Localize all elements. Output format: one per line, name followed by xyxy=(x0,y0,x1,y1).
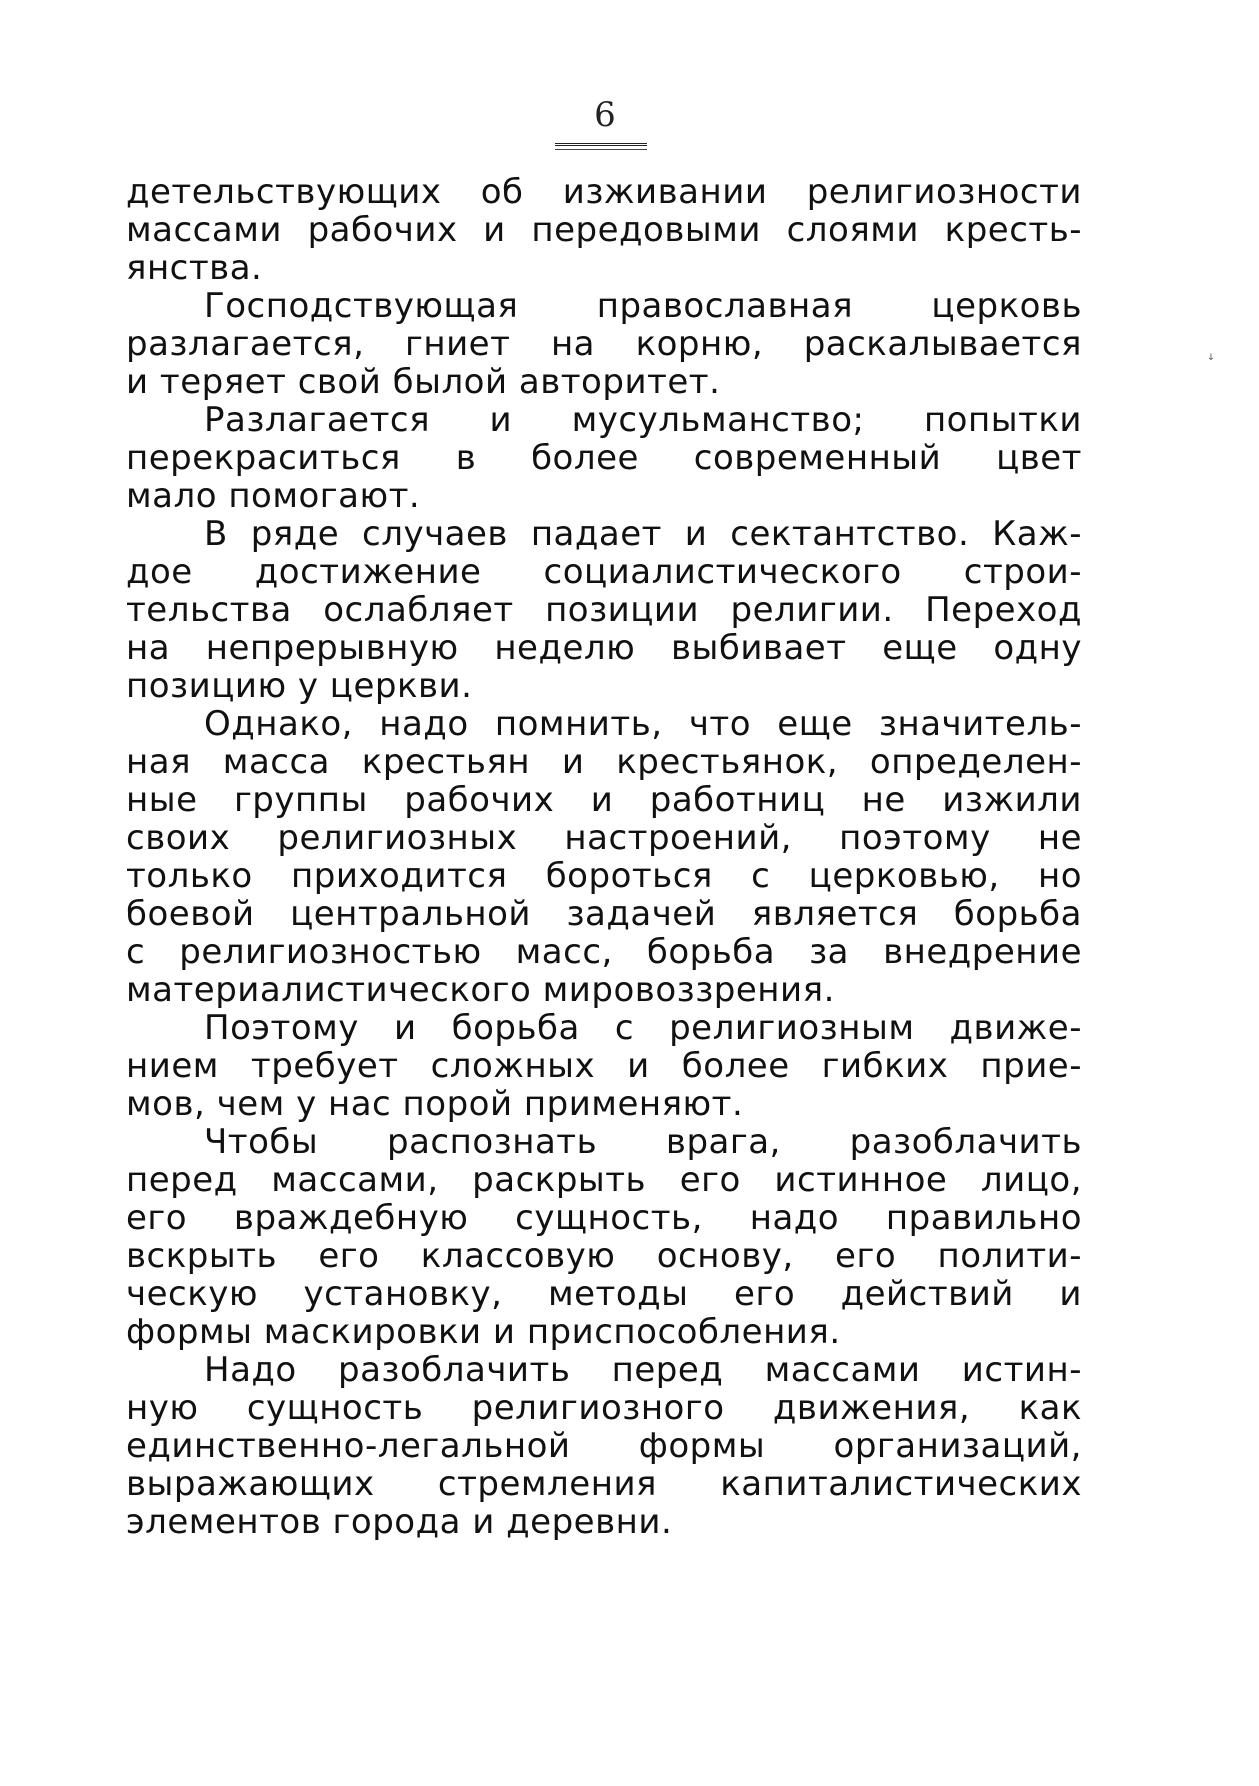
text-line: формы маскировки и приспособления. xyxy=(126,1312,841,1352)
text-line: его враждебную сущность, надо правильно xyxy=(126,1198,1082,1238)
text-line: вскрыть его классовую основу, его полити- xyxy=(126,1236,1082,1276)
paragraph-start: Разлагается и мусульманство; попытки xyxy=(204,400,1082,440)
text-line: янства. xyxy=(126,248,263,288)
text-line: ная масса крестьян и крестьянок, определен- xyxy=(126,742,1082,782)
text-line: массами рабочих и передовыми слоями кресть- xyxy=(126,210,1082,250)
text-line: нием требует сложных и более гибких прие- xyxy=(126,1046,1082,1086)
text-line: с религиозностью масс, борьба за внедрение xyxy=(126,932,1082,972)
text-line: своих религиозных настроений, поэтому не xyxy=(126,818,1082,858)
header-rule-thin xyxy=(555,149,647,150)
paragraph-start: Надо разоблачить перед массами истин- xyxy=(204,1350,1082,1390)
paragraph-start: Однако, надо помнить, что еще значитель- xyxy=(204,704,1082,744)
text-line: мало помогают. xyxy=(126,476,421,516)
text-line: единственно-легальной формы организаций, xyxy=(126,1426,1082,1466)
paragraph-start: Чтобы распознать врага, разоблачить xyxy=(204,1122,1082,1162)
margin-mark: ꜜ xyxy=(1208,350,1214,369)
page-number: 6 xyxy=(594,95,616,135)
text-line: ческую установку, методы его действий и xyxy=(126,1274,1082,1314)
text-line: перед массами, раскрыть его истинное лицо, xyxy=(126,1160,1082,1200)
text-line: выражающих стремления капиталистических xyxy=(126,1464,1082,1504)
text-line: детельствующих об изживании религиозности xyxy=(126,172,1082,212)
paragraph-start: Поэтому и борьба с религиозным движе- xyxy=(204,1008,1082,1048)
text-line: материалистического мировоззрения. xyxy=(126,970,835,1010)
header-rule xyxy=(555,143,647,146)
text-line: тельства ослабляет позиции религии. Переход xyxy=(126,590,1082,630)
text-line: позицию у церкви. xyxy=(126,666,473,706)
text-line: мов, чем у нас порой применяют. xyxy=(126,1084,744,1124)
text-line: боевой центральной задачей является борьба xyxy=(126,894,1082,934)
text-line: элементов города и деревни. xyxy=(126,1502,673,1542)
text-line: только приходится бороться с церковью, но xyxy=(126,856,1082,896)
paragraph-start: Господствующая православная церковь xyxy=(204,286,1082,326)
text-line: перекраситься в более современный цвет xyxy=(126,438,1082,478)
text-line: дое достижение социалистического строи- xyxy=(126,552,1082,592)
text-line: ные группы рабочих и работниц не изжили xyxy=(126,780,1082,820)
paragraph-start: В ряде случаев падает и сектантство. Каж- xyxy=(204,514,1082,554)
text-line: на непрерывную неделю выбивает еще одну xyxy=(126,628,1082,668)
text-line: ную сущность религиозного движения, как xyxy=(126,1388,1082,1428)
text-line: разлагается, гниет на корню, раскалывается xyxy=(126,324,1082,364)
text-line: и теряет свой былой авторитет. xyxy=(126,362,721,402)
